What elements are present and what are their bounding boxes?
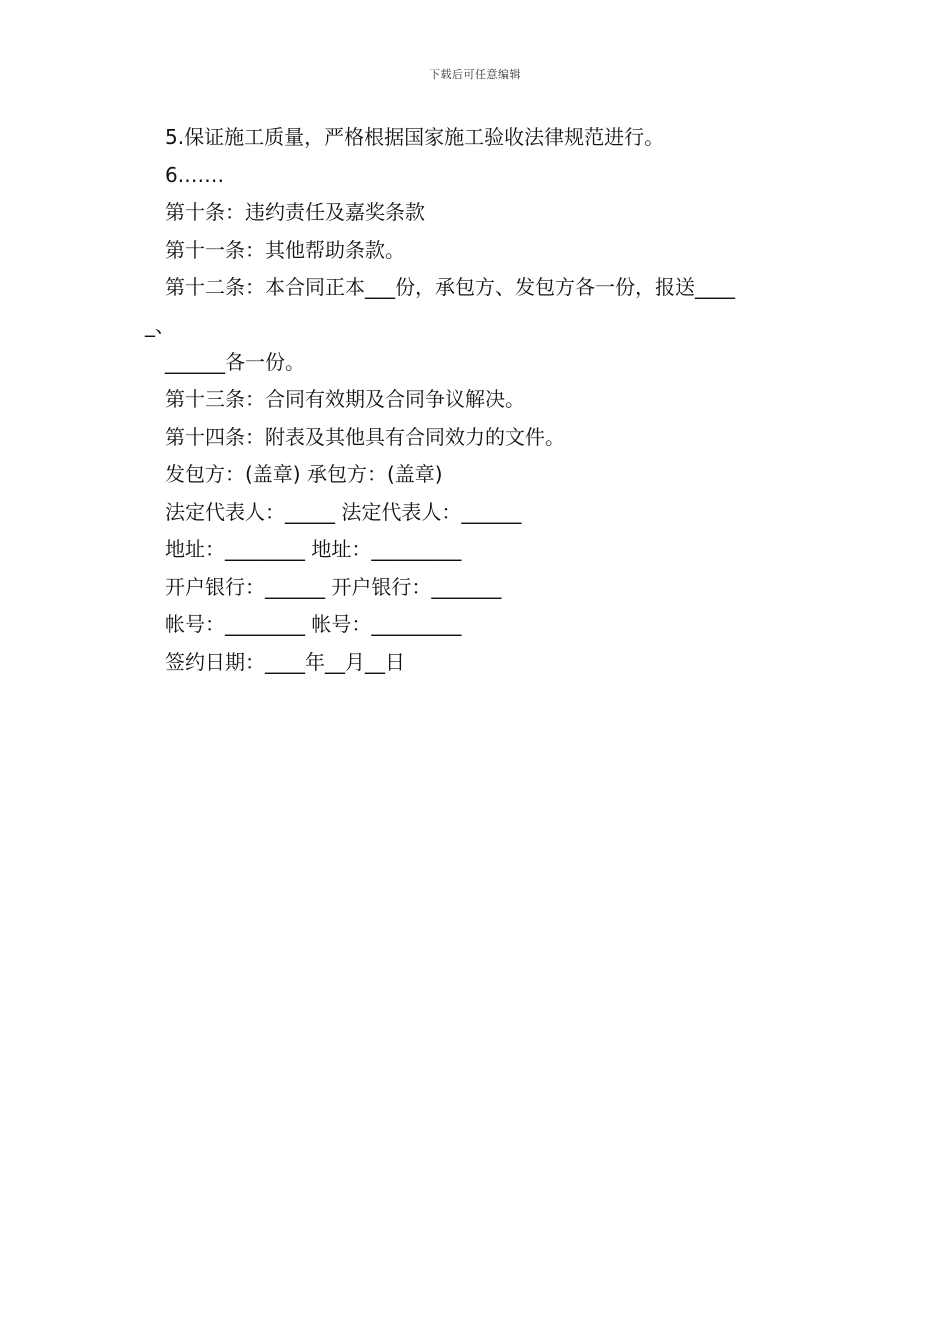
legal-representatives: 法定代表人：_____ 法定代表人：______ <box>165 499 522 524</box>
document-body <box>0 119 950 681</box>
clause-ten: 第十条：违约责任及嘉奖条款 <box>165 200 425 224</box>
clause-twelve-continued: ______各一份。 <box>165 349 305 374</box>
page-header: 下载后可任意编辑 <box>429 68 521 81</box>
signature-parties: 发包方：(盖章) 承包方：(盖章) <box>165 462 443 486</box>
addresses: 地址：________ 地址：_________ <box>165 537 462 561</box>
clause-twelve-wrap: _、 <box>145 312 175 337</box>
clause-line-quality: 5.保证施工质量，严格根据国家施工验收法律规范进行。 <box>165 125 665 149</box>
account-numbers: 帐号：________ 帐号：_________ <box>165 612 462 636</box>
clause-thirteen: 第十三条：合同有效期及合同争议解决。 <box>165 387 525 411</box>
clause-line-ellipsis: 6.…… <box>165 162 225 187</box>
clause-eleven: 第十一条：其他帮助条款。 <box>165 237 405 262</box>
bank-accounts: 开户银行：______ 开户银行：_______ <box>165 574 502 599</box>
clause-twelve: 第十二条：本合同正本___份，承包方、发包方各一份，报送____ <box>165 275 735 299</box>
clause-fourteen: 第十四条：附表及其他具有合同效力的文件。 <box>165 424 565 449</box>
signing-date: 签约日期：____年__月__日 <box>165 649 405 674</box>
